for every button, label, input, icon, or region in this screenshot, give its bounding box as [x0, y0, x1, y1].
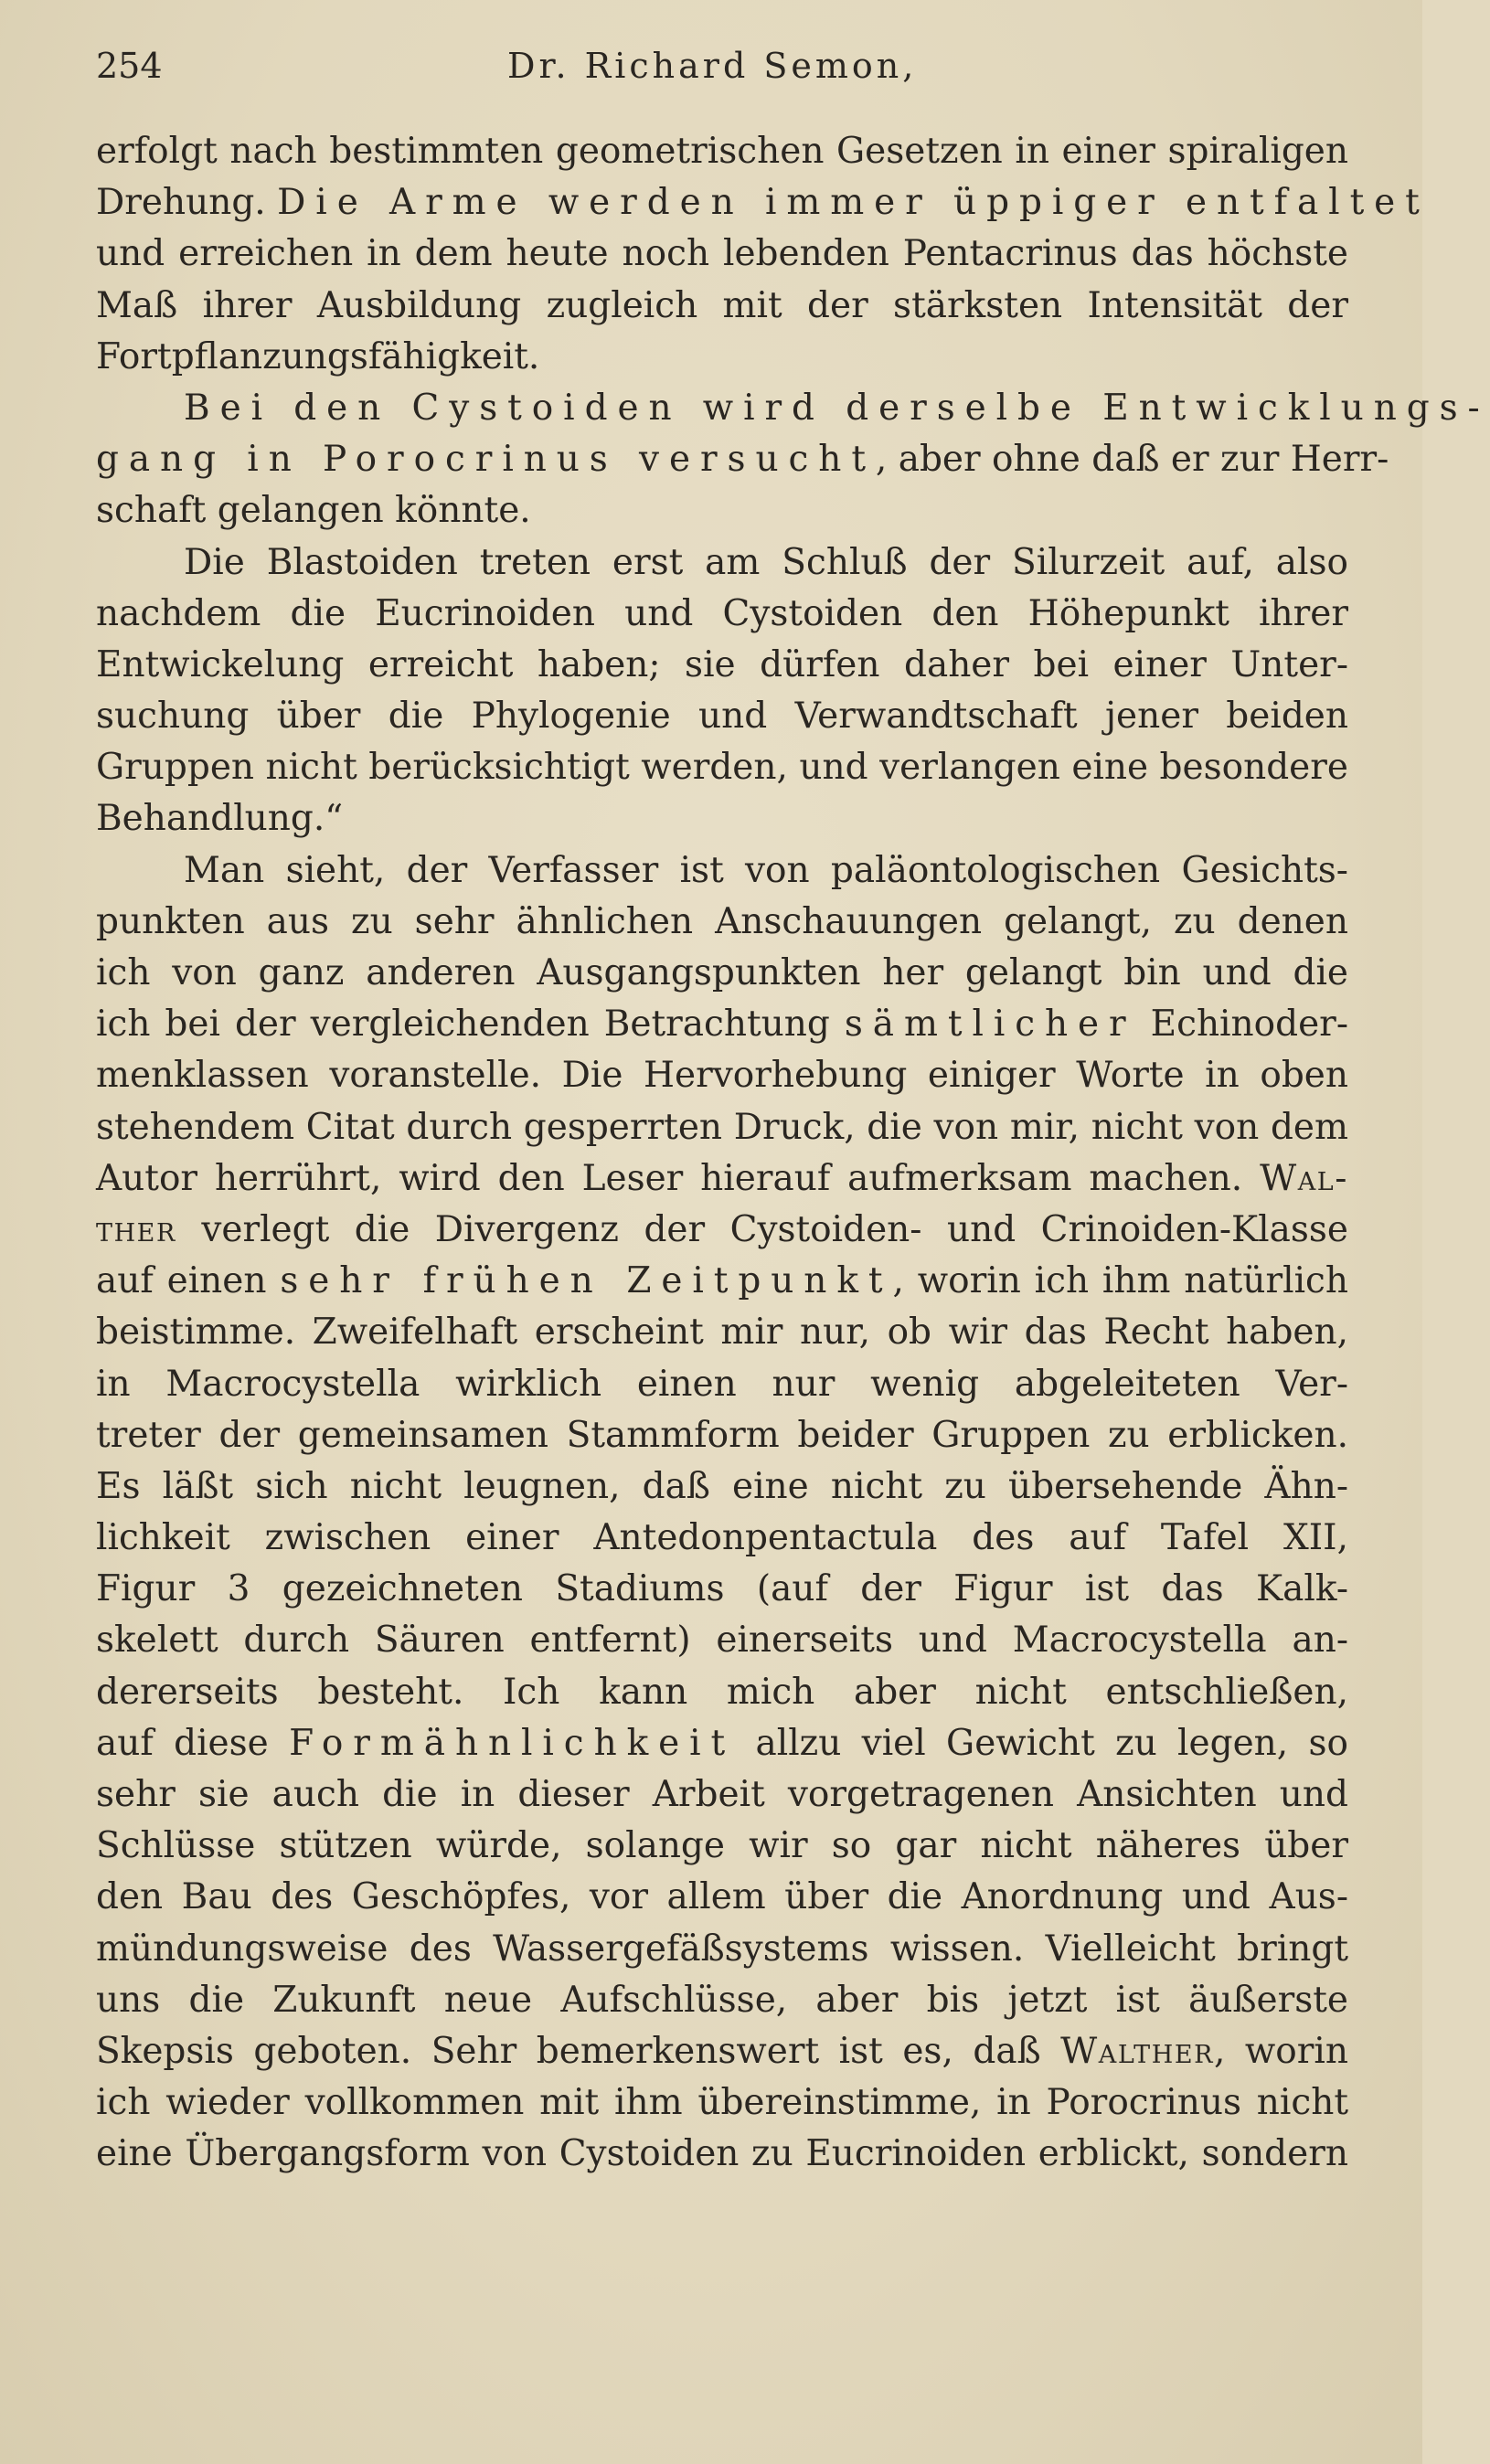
- text-line: [96, 1307, 1348, 1358]
- spaced-emphasis: Bei den Cystoiden wird derselbe Entwicklungs-: [184, 387, 1490, 429]
- text-line: [96, 691, 1348, 742]
- text-line: [96, 589, 1348, 640]
- text-segment: den Bau des Geschöpfes, vor allem über die Anordnung und Aus-: [96, 1876, 1348, 1918]
- text-line: [96, 1359, 1348, 1410]
- spaced-emphasis: Die Arme werden immer üppiger entfaltet: [277, 182, 1430, 224]
- text-line: [96, 1461, 1348, 1513]
- text-line: [96, 1564, 1348, 1615]
- text-segment: in Macrocystella wirklich einen nur wenig abgeleiteten Ver-: [96, 1363, 1348, 1405]
- text-line: [96, 1667, 1348, 1718]
- text-line: [96, 742, 1348, 793]
- text-segment: , worin ich ihm natürlich: [892, 1260, 1349, 1302]
- text-line: [96, 1102, 1348, 1153]
- text-segment: mündungsweise des Wassergefäßsystems wissen. Vielleicht bringt: [96, 1928, 1348, 1970]
- page-number: 254: [96, 46, 163, 86]
- spaced-emphasis: sämtlicher: [844, 1004, 1136, 1046]
- text-segment: lichkeit zwischen einer Antedonpentactula des auf Tafel XII,: [96, 1517, 1348, 1559]
- text-line: [96, 281, 1348, 332]
- small-caps-name: Walther: [1060, 2030, 1214, 2072]
- text-line: [96, 126, 1348, 177]
- text-line: [96, 2077, 1348, 2129]
- text-segment: sehr sie auch die in dieser Arbeit vorgetragenen Ansichten und: [96, 1774, 1348, 1815]
- text-line: [96, 793, 1348, 844]
- text-line: [96, 897, 1348, 948]
- text-segment: Autor herrührt, wird den Leser hierauf aufmerksam machen.: [96, 1157, 1261, 1199]
- text-segment: verlegt die Divergenz der Cystoiden- und Crinoiden-Klasse: [176, 1208, 1348, 1250]
- spaced-emphasis: sehr frühen Zeitpunkt: [280, 1260, 893, 1302]
- text-segment: suchung über die Phylogenie und Verwandtschaft jener beiden: [96, 696, 1348, 738]
- text-line: [96, 1205, 1348, 1256]
- text-line: [96, 1975, 1348, 2026]
- text-segment: Behandlung.“: [96, 798, 344, 840]
- text-segment: skelett durch Säuren entfernt) einerseits und Macrocystella an-: [96, 1620, 1348, 1662]
- text-line: [96, 2026, 1348, 2077]
- text-line: [96, 177, 1430, 228]
- text-line: [96, 485, 1348, 536]
- text-segment: schaft gelangen könnte.: [96, 490, 531, 532]
- text-segment: ich von ganz anderen Ausgangspunkten her gelangt bin und die: [96, 952, 1348, 993]
- text-segment: Maß ihrer Ausbildung zugleich mit der stärksten Intensität der: [96, 284, 1348, 326]
- running-head: Dr. Richard Semon,: [507, 46, 918, 86]
- text-segment: erfolgt nach bestimmten geometrischen Gesetzen in einer spiraligen: [96, 131, 1348, 172]
- text-segment: Echinoder-: [1135, 1004, 1348, 1046]
- text-line: [96, 1410, 1348, 1461]
- text-segment: ich bei der vergleichenden Betrachtung: [96, 1004, 845, 1046]
- text-segment: auf einen: [96, 1260, 281, 1302]
- text-line: [96, 1615, 1348, 1666]
- text-segment: , aber ohne daß er zur Herr-: [875, 439, 1389, 481]
- text-segment: Drehung.: [96, 182, 278, 224]
- small-caps-name: ther: [96, 1208, 176, 1250]
- text-line: [96, 1924, 1348, 1975]
- text-line: [96, 537, 1348, 589]
- body-text: [96, 126, 1490, 2181]
- text-segment: Skepsis geboten. Sehr bemerkenswert ist es, daß: [96, 2030, 1061, 2072]
- text-line: [96, 2129, 1348, 2180]
- text-segment: ich wieder vollkommen mit ihm übereinstimme, in Porocrinus nicht: [96, 2082, 1348, 2124]
- text-segment: Entwickelung erreicht haben; sie dürfen daher bei einer Unter-: [96, 643, 1348, 685]
- text-line: [96, 948, 1348, 999]
- text-segment: Man sieht, der Verfasser ist von paläontologischen Gesichts-: [184, 849, 1348, 891]
- text-segment: menklassen voranstelle. Die Hervorhebung einiger Worte in oben: [96, 1055, 1348, 1097]
- text-line: [96, 1513, 1348, 1564]
- text-line: [96, 640, 1348, 691]
- text-segment: auf diese: [96, 1722, 290, 1764]
- text-segment: Schlüsse stützen würde, solange wir so gar nicht näheres über: [96, 1825, 1348, 1867]
- text-line: [96, 1050, 1348, 1101]
- text-line: [96, 999, 1348, 1050]
- text-line: [96, 332, 1348, 383]
- text-line: [96, 383, 1490, 434]
- text-segment: nachdem die Eucrinoiden und Cystoiden den Höhepunkt ihrer: [96, 592, 1348, 634]
- text-line: [96, 1153, 1348, 1205]
- text-segment: allzu viel Gewicht zu legen, so: [735, 1722, 1348, 1764]
- text-line: [96, 845, 1348, 897]
- text-segment: dererseits besteht. Ich kann mich aber nicht entschließen,: [96, 1671, 1348, 1713]
- text-segment: treter der gemeinsamen Stammform beider Gruppen zu erblicken.: [96, 1414, 1348, 1456]
- text-segment: beistimme. Zweifelhaft erscheint mir nur, ob wir das Recht haben,: [96, 1312, 1348, 1354]
- text-line: [96, 1872, 1348, 1923]
- text-segment: Es läßt sich nicht leugnen, daß eine nicht zu übersehende Ähn-: [96, 1465, 1348, 1507]
- text-segment: eine Übergangsform von Cystoiden zu Eucrinoiden erblickt, sondern: [96, 2133, 1348, 2175]
- text-segment: stehendem Citat durch gesperrten Druck, die von mir, nicht von dem: [96, 1106, 1348, 1148]
- text-line: [96, 228, 1348, 280]
- text-segment: uns die Zukunft neue Aufschlüsse, aber bis jetzt ist äußerste: [96, 1979, 1348, 2021]
- text-segment: , worin: [1213, 2030, 1348, 2072]
- text-line: [96, 434, 1389, 485]
- text-line: [96, 1256, 1348, 1307]
- text-line: [96, 1769, 1348, 1821]
- small-caps-name: Wal-: [1260, 1157, 1348, 1199]
- text-segment: Gruppen nicht berücksichtigt werden, und verlangen eine besondere: [96, 747, 1348, 789]
- text-segment: und erreichen in dem heute noch lebenden Pentacrinus das höchste: [96, 233, 1348, 275]
- text-line: [96, 1718, 1348, 1769]
- text-line: [96, 1821, 1348, 1872]
- spaced-emphasis: Formähnlichkeit: [289, 1722, 736, 1764]
- text-segment: Fortpflanzungsfähigkeit.: [96, 335, 540, 377]
- text-segment: Die Blastoiden treten erst am Schluß der Silurzeit auf, also: [184, 541, 1348, 583]
- text-segment: punkten aus zu sehr ähnlichen Anschauungen gelangt, zu denen: [96, 900, 1348, 942]
- text-segment: Figur 3 gezeichneten Stadiums (auf der Figur ist das Kalk-: [96, 1568, 1348, 1610]
- page-header: [96, 46, 1348, 101]
- spaced-emphasis: gang in Porocrinus versucht: [96, 439, 876, 481]
